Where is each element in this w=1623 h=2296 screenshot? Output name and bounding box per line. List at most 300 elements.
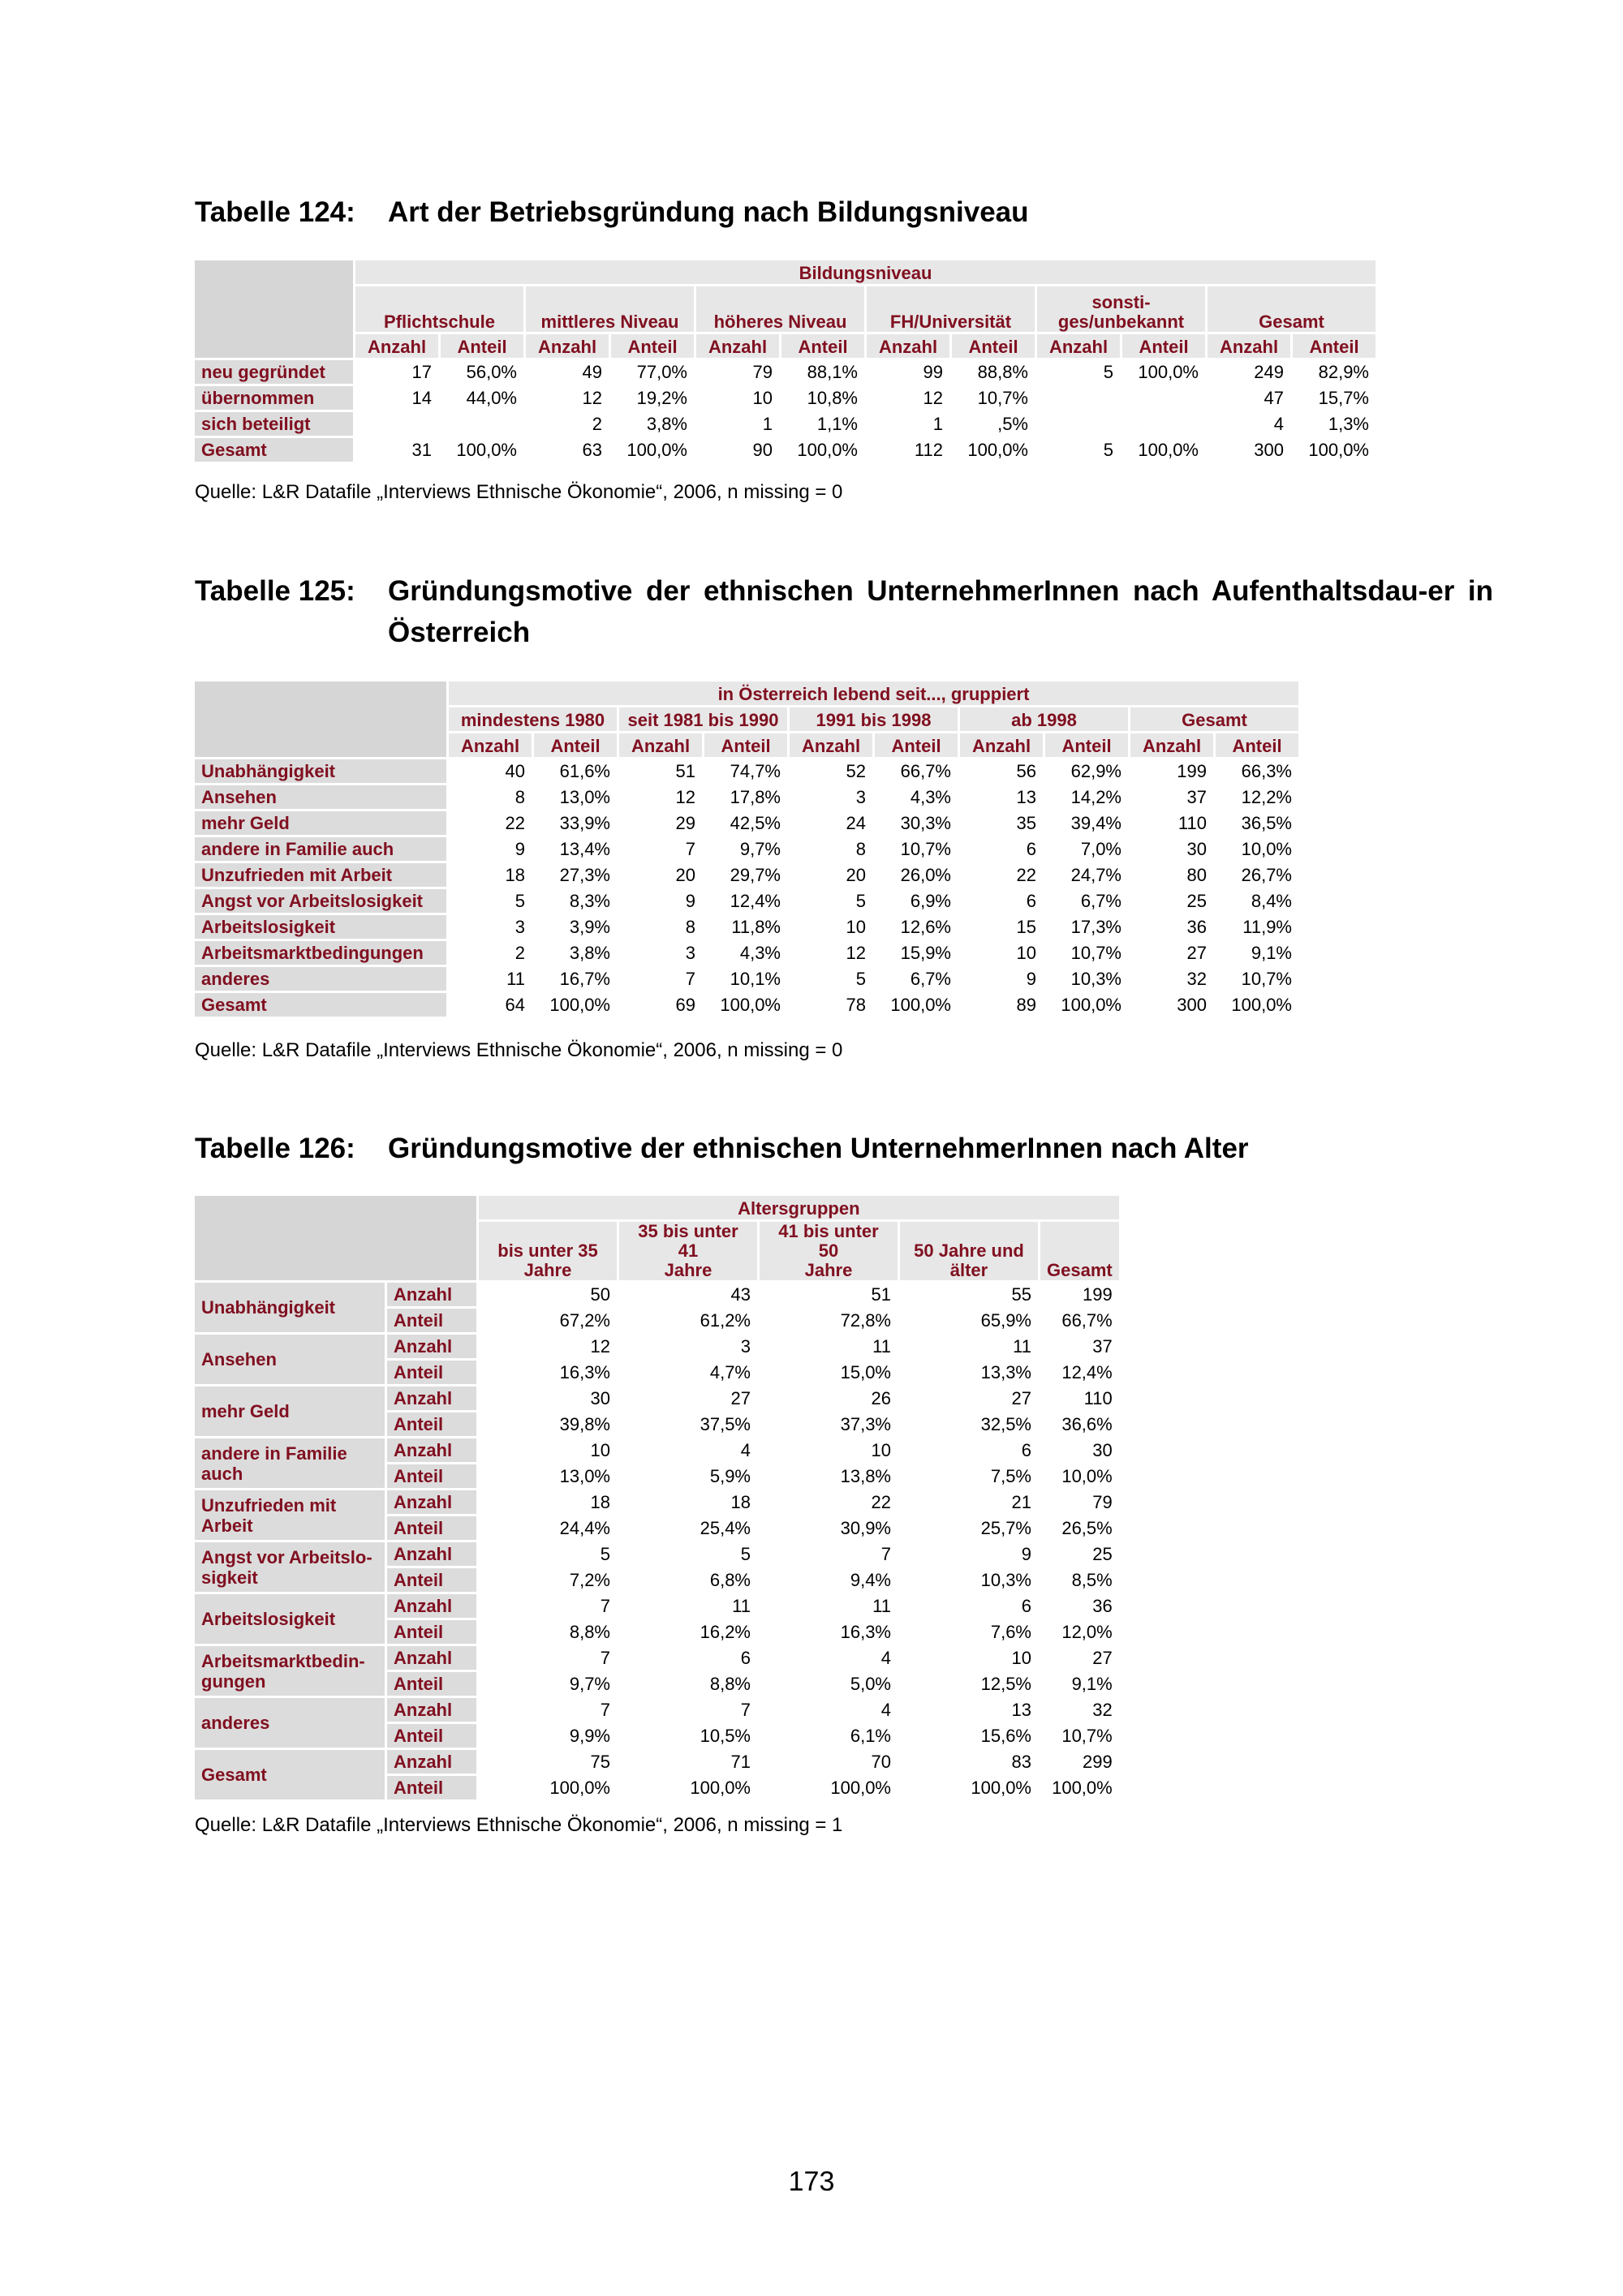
t125-row-label: mehr Geld xyxy=(195,811,446,835)
t125-subheader-anzahl: Anzahl xyxy=(619,733,702,757)
t126-title: Gründungsmotive der ethnischen UnternehmerInnen nach Alter xyxy=(388,1133,1249,1164)
t125-cell: 10 xyxy=(790,915,872,939)
t125-cell: 25 xyxy=(1130,889,1213,913)
t126-cell: 18 xyxy=(619,1490,757,1514)
t125-cell: 9 xyxy=(449,837,532,861)
t125-subheader-anzahl: Anzahl xyxy=(790,733,872,757)
t125-subheader-anzahl: Anzahl xyxy=(1130,733,1213,757)
t126-cell: 25,7% xyxy=(900,1516,1038,1540)
t126-cell: 30 xyxy=(479,1387,617,1410)
t126-cell: 36 xyxy=(1040,1594,1119,1618)
t126-cell: 199 xyxy=(1040,1283,1119,1306)
t125-cell: 9 xyxy=(619,889,702,913)
t126-cell: 7 xyxy=(479,1646,617,1670)
t124-cell: 112 xyxy=(867,438,949,462)
t126-cell: 6,8% xyxy=(619,1568,757,1592)
t125-subheader-anzahl: Anzahl xyxy=(960,733,1043,757)
t125-cell: 100,0% xyxy=(1216,993,1298,1017)
t124-subheader-anteil: Anteil xyxy=(441,334,523,358)
t125-cell: 6,7% xyxy=(1045,889,1128,913)
t126-source: Quelle: L&R Datafile „Interviews Ethnische Ökonomie“, 2006, n missing = 1 xyxy=(195,1814,843,1836)
t126-cell: 37,5% xyxy=(619,1412,757,1436)
t124-cell: 100,0% xyxy=(952,438,1035,462)
t126-cell: 32 xyxy=(1040,1698,1119,1722)
t125-cell: 100,0% xyxy=(704,993,787,1017)
t125-cell: 78 xyxy=(790,993,872,1017)
t125-title: Gründungsmotive der ethnischen UnternehmerInnen nach Aufenthaltsdau-er in Österreich xyxy=(388,575,1493,648)
t124-cell: 90 xyxy=(696,438,779,462)
t126-cell: 39,8% xyxy=(479,1412,617,1436)
t124-cell: 1 xyxy=(696,412,779,436)
t126-cell: 21 xyxy=(900,1490,1038,1514)
t125-cell: 24,7% xyxy=(1045,863,1128,887)
t126-row-anzahl xyxy=(195,1750,1119,1774)
t126-cell: 12,5% xyxy=(900,1672,1038,1696)
t126-cell: 100,0% xyxy=(900,1776,1038,1799)
t126-cell: 27 xyxy=(1040,1646,1119,1670)
t126-cell: 13,0% xyxy=(479,1464,617,1488)
t125-cell: 17,8% xyxy=(704,785,787,809)
t126-row-label: Unabhängigkeit xyxy=(195,1283,385,1332)
t126-cell: 43 xyxy=(619,1283,757,1306)
t126-cell: 100,0% xyxy=(619,1776,757,1799)
t126-measure-anzahl: Anzahl xyxy=(387,1335,476,1358)
t124-col-group: mittleres Niveau xyxy=(526,286,694,332)
t126-cell: 37 xyxy=(1040,1335,1119,1358)
t125-cell: 12,4% xyxy=(704,889,787,913)
t124-row-label: übernommen xyxy=(195,386,353,410)
t125-cell: 12,2% xyxy=(1216,785,1298,809)
t126-cell: 9,1% xyxy=(1040,1672,1119,1696)
t126-row-anzahl xyxy=(195,1283,1119,1306)
t126-cell: 55 xyxy=(900,1283,1038,1306)
t126-cell: 100,0% xyxy=(1040,1776,1119,1799)
t125-row-label: Arbeitsmarktbedingungen xyxy=(195,941,446,965)
t125-cell: 4,3% xyxy=(704,941,787,965)
t125-cell: 52 xyxy=(790,759,872,783)
t126-heading xyxy=(195,1128,1493,1169)
t124-cell: 15,7% xyxy=(1293,386,1375,410)
t126-col-group: 50 Jahre und älter xyxy=(900,1222,1038,1280)
t125-cell: 10,0% xyxy=(1216,837,1298,861)
t126-cell: 13,3% xyxy=(900,1361,1038,1384)
t126-cell: 11 xyxy=(760,1335,898,1358)
t124-cell: 100,0% xyxy=(1122,360,1205,384)
t126-cell: 11 xyxy=(900,1335,1038,1358)
t126-measure-anteil: Anteil xyxy=(387,1620,476,1644)
t126-cell: 299 xyxy=(1040,1750,1119,1774)
t126-cell: 10,3% xyxy=(900,1568,1038,1592)
t125-subheader-anteil: Anteil xyxy=(1216,733,1298,757)
t124-subheader-anteil: Anteil xyxy=(611,334,694,358)
t125-row xyxy=(195,759,1298,783)
t124-row-label: neu gegründet xyxy=(195,360,353,384)
t125-corner xyxy=(195,681,446,757)
t125-cell: 8 xyxy=(619,915,702,939)
t125-cell: 3 xyxy=(790,785,872,809)
t126-col-group: bis unter 35 Jahre xyxy=(479,1222,617,1280)
t126-cell: 110 xyxy=(1040,1387,1119,1410)
t125-subheader-anteil: Anteil xyxy=(875,733,958,757)
t125-cell: 27 xyxy=(1130,941,1213,965)
t125-cell: 36 xyxy=(1130,915,1213,939)
t126-cell: 32,5% xyxy=(900,1412,1038,1436)
t124-cell xyxy=(1122,386,1205,410)
t126-measure-anzahl: Anzahl xyxy=(387,1490,476,1514)
t124-cell: 1 xyxy=(867,412,949,436)
t125-cell: 66,3% xyxy=(1216,759,1298,783)
t126-cell: 11 xyxy=(760,1594,898,1618)
t124-cell: 10,8% xyxy=(781,386,864,410)
t126-col-group: Gesamt xyxy=(1040,1222,1119,1280)
t124-cell: 31 xyxy=(355,438,438,462)
page-number: 173 xyxy=(788,2166,835,2197)
t126-cell: 7 xyxy=(479,1698,617,1722)
t125-row xyxy=(195,967,1298,991)
t125-row xyxy=(195,993,1298,1017)
t126-cell: 7,2% xyxy=(479,1568,617,1592)
t125-cell: 27,3% xyxy=(534,863,617,887)
t126-cell: 9,9% xyxy=(479,1724,617,1748)
t124-cell: 249 xyxy=(1208,360,1290,384)
t125-cell: 5 xyxy=(790,889,872,913)
t125-cell: 3,9% xyxy=(534,915,617,939)
t126-row-anzahl xyxy=(195,1646,1119,1670)
t125-cell: 7 xyxy=(619,837,702,861)
t126-row-anzahl xyxy=(195,1542,1119,1566)
t126-measure-anzahl: Anzahl xyxy=(387,1750,476,1774)
t125-cell: 56 xyxy=(960,759,1043,783)
t126-row-label: andere in Familie auch xyxy=(195,1438,385,1488)
t125-cell: 14,2% xyxy=(1045,785,1128,809)
t126-measure-anzahl: Anzahl xyxy=(387,1387,476,1410)
t126-cell: 10 xyxy=(900,1646,1038,1670)
t125-cell: 4,3% xyxy=(875,785,958,809)
t126-cell: 79 xyxy=(1040,1490,1119,1514)
t125-cell: 6,9% xyxy=(875,889,958,913)
t124-cell: 10,7% xyxy=(952,386,1035,410)
t125-cell: 100,0% xyxy=(875,993,958,1017)
t126-row-label: Unzufrieden mit Arbeit xyxy=(195,1490,385,1540)
t124-cell: ,5% xyxy=(952,412,1035,436)
t125-row-label: Arbeitslosigkeit xyxy=(195,915,446,939)
t126-cell: 12,4% xyxy=(1040,1361,1119,1384)
t124-cell: 3,8% xyxy=(611,412,694,436)
t126-cell: 12 xyxy=(479,1335,617,1358)
t124-cell: 14 xyxy=(355,386,438,410)
t124-cell: 12 xyxy=(867,386,949,410)
t126-measure-anzahl: Anzahl xyxy=(387,1542,476,1566)
t125-cell: 33,9% xyxy=(534,811,617,835)
t125-subheader-anzahl: Anzahl xyxy=(449,733,532,757)
t125-col-group: mindestens 1980 xyxy=(449,707,617,731)
t124-cell: 5 xyxy=(1037,438,1120,462)
t125-cell: 22 xyxy=(960,863,1043,887)
t125-cell: 51 xyxy=(619,759,702,783)
t125-cell: 74,7% xyxy=(704,759,787,783)
t125-row-label: anderes xyxy=(195,967,446,991)
t124-subheader-anzahl: Anzahl xyxy=(696,334,779,358)
t125-cell: 40 xyxy=(449,759,532,783)
t126-cell: 4,7% xyxy=(619,1361,757,1384)
t125-cell: 80 xyxy=(1130,863,1213,887)
t124-subheader-anteil: Anteil xyxy=(952,334,1035,358)
t125-cell: 11,8% xyxy=(704,915,787,939)
t126-cell: 4 xyxy=(760,1698,898,1722)
t125-cell: 9,1% xyxy=(1216,941,1298,965)
t125-cell: 29 xyxy=(619,811,702,835)
t126-measure-anteil: Anteil xyxy=(387,1309,476,1332)
t125-cell: 37 xyxy=(1130,785,1213,809)
t124-col-group: sonsti- ges/unbekannt xyxy=(1037,286,1205,332)
t125-row xyxy=(195,785,1298,809)
t125-group-header: in Österreich lebend seit..., gruppiert xyxy=(449,681,1298,705)
t126-measure-anteil: Anteil xyxy=(387,1568,476,1592)
t125-cell: 3 xyxy=(449,915,532,939)
t125-cell: 9,7% xyxy=(704,837,787,861)
t124-cell: 2 xyxy=(526,412,609,436)
t126-cell: 4 xyxy=(619,1438,757,1462)
t124-cell: 79 xyxy=(696,360,779,384)
t124-col-group: Gesamt xyxy=(1208,286,1375,332)
t125-cell: 100,0% xyxy=(1045,993,1128,1017)
t125-row xyxy=(195,837,1298,861)
t124-cell: 77,0% xyxy=(611,360,694,384)
t124-group-header: Bildungsniveau xyxy=(355,260,1375,284)
t126-group-header: Altersgruppen xyxy=(479,1196,1119,1219)
t124-cell: 82,9% xyxy=(1293,360,1375,384)
t124-row-label: sich beteiligt xyxy=(195,412,353,436)
t125-cell: 26,7% xyxy=(1216,863,1298,887)
t126-measure-anzahl: Anzahl xyxy=(387,1698,476,1722)
t124-cell: 300 xyxy=(1208,438,1290,462)
t125-cell: 36,5% xyxy=(1216,811,1298,835)
t124-subheader-anzahl: Anzahl xyxy=(1208,334,1290,358)
t124-col-group: höheres Niveau xyxy=(696,286,864,332)
t126-cell: 100,0% xyxy=(760,1776,898,1799)
t124-subheader-anzahl: Anzahl xyxy=(526,334,609,358)
t125-cell: 61,6% xyxy=(534,759,617,783)
t126-cell: 36,6% xyxy=(1040,1412,1119,1436)
t125-row-label: Gesamt xyxy=(195,993,446,1017)
t126-row-anzahl xyxy=(195,1387,1119,1410)
t126-cell: 26,5% xyxy=(1040,1516,1119,1540)
t126-row-anzahl xyxy=(195,1438,1119,1462)
t125-cell: 10 xyxy=(960,941,1043,965)
t126-cell: 10,0% xyxy=(1040,1464,1119,1488)
t126-measure-anteil: Anteil xyxy=(387,1776,476,1799)
t124-cell xyxy=(1037,412,1120,436)
t125-col-group: 1991 bis 1998 xyxy=(790,707,958,731)
t125-table xyxy=(192,679,1301,1019)
t126-cell: 5 xyxy=(619,1542,757,1566)
t125-row xyxy=(195,915,1298,939)
t126-cell: 4 xyxy=(760,1646,898,1670)
t126-cell: 8,8% xyxy=(479,1620,617,1644)
t126-measure-anteil: Anteil xyxy=(387,1724,476,1748)
t125-cell: 10,1% xyxy=(704,967,787,991)
t126-cell: 72,8% xyxy=(760,1309,898,1332)
t125-row xyxy=(195,863,1298,887)
t126-cell: 83 xyxy=(900,1750,1038,1774)
t125-row-label: andere in Familie auch xyxy=(195,837,446,861)
t126-measure-anteil: Anteil xyxy=(387,1672,476,1696)
t125-cell: 39,4% xyxy=(1045,811,1128,835)
t126-row-label: Arbeitslosigkeit xyxy=(195,1594,385,1644)
t126-cell: 51 xyxy=(760,1283,898,1306)
t124-cell: 4 xyxy=(1208,412,1290,436)
t124-row-label: Gesamt xyxy=(195,438,353,462)
t125-cell: 15,9% xyxy=(875,941,958,965)
t125-cell: 11,9% xyxy=(1216,915,1298,939)
t126-cell: 13 xyxy=(900,1698,1038,1722)
t126-col-group: 35 bis unter 41 Jahre xyxy=(619,1222,757,1280)
t125-cell: 8,4% xyxy=(1216,889,1298,913)
t125-cell: 13,4% xyxy=(534,837,617,861)
t125-cell: 7 xyxy=(619,967,702,991)
t124-cell: 10 xyxy=(696,386,779,410)
t125-cell: 89 xyxy=(960,993,1043,1017)
t124-cell xyxy=(441,412,523,436)
t126-cell: 100,0% xyxy=(479,1776,617,1799)
t124-cell: 1,3% xyxy=(1293,412,1375,436)
t126-cell: 30 xyxy=(1040,1438,1119,1462)
t124-cell: 44,0% xyxy=(441,386,523,410)
t126-cell: 24,4% xyxy=(479,1516,617,1540)
t124-cell: 100,0% xyxy=(1293,438,1375,462)
t124-cell xyxy=(355,412,438,436)
t126-cell: 75 xyxy=(479,1750,617,1774)
t125-cell: 10,3% xyxy=(1045,967,1128,991)
t125-cell: 8 xyxy=(449,785,532,809)
t126-cell: 70 xyxy=(760,1750,898,1774)
t124-cell: 99 xyxy=(867,360,949,384)
t126-cell: 6,1% xyxy=(760,1724,898,1748)
t125-cell: 20 xyxy=(619,863,702,887)
t124-cell xyxy=(1037,386,1120,410)
t126-cell: 25,4% xyxy=(619,1516,757,1540)
t126-cell: 5,9% xyxy=(619,1464,757,1488)
t126-cell: 26 xyxy=(760,1387,898,1410)
t126-cell: 30,9% xyxy=(760,1516,898,1540)
t126-cell: 27 xyxy=(900,1387,1038,1410)
t126-cell: 61,2% xyxy=(619,1309,757,1332)
t125-cell: 11 xyxy=(449,967,532,991)
t124-cell: 47 xyxy=(1208,386,1290,410)
t125-cell: 8 xyxy=(790,837,872,861)
t125-cell: 24 xyxy=(790,811,872,835)
t126-measure-anzahl: Anzahl xyxy=(387,1283,476,1306)
t126-cell: 15,0% xyxy=(760,1361,898,1384)
t125-heading xyxy=(195,570,1493,653)
t124-table xyxy=(192,258,1378,464)
t126-cell: 8,5% xyxy=(1040,1568,1119,1592)
t124-col-group: Pflichtschule xyxy=(355,286,523,332)
t126-cell: 67,2% xyxy=(479,1309,617,1332)
t125-cell: 18 xyxy=(449,863,532,887)
t125-cell: 10,7% xyxy=(875,837,958,861)
t125-cell: 300 xyxy=(1130,993,1213,1017)
t125-col-group: Gesamt xyxy=(1130,707,1298,731)
t126-number: Tabelle 126: xyxy=(195,1133,355,1164)
t126-measure-anteil: Anteil xyxy=(387,1412,476,1436)
t124-subheader-anteil: Anteil xyxy=(781,334,864,358)
t124-cell: 56,0% xyxy=(441,360,523,384)
t126-cell: 9,4% xyxy=(760,1568,898,1592)
t124-subheader-anzahl: Anzahl xyxy=(1037,334,1120,358)
t126-measure-anzahl: Anzahl xyxy=(387,1438,476,1462)
t126-cell: 16,3% xyxy=(479,1361,617,1384)
t126-measure-anteil: Anteil xyxy=(387,1516,476,1540)
t126-row-anzahl xyxy=(195,1698,1119,1722)
t125-cell: 13 xyxy=(960,785,1043,809)
t125-col-group: ab 1998 xyxy=(960,707,1128,731)
t126-row-anzahl xyxy=(195,1594,1119,1618)
t125-row-label: Ansehen xyxy=(195,785,446,809)
t125-cell: 30 xyxy=(1130,837,1213,861)
t125-subheader-anteil: Anteil xyxy=(534,733,617,757)
t126-row-label: mehr Geld xyxy=(195,1387,385,1436)
t125-number: Tabelle 125: xyxy=(195,575,355,607)
t125-cell: 6 xyxy=(960,889,1043,913)
t126-row-anzahl xyxy=(195,1490,1119,1514)
t125-row-label: Angst vor Arbeitslosigkeit xyxy=(195,889,446,913)
t126-cell: 5,0% xyxy=(760,1672,898,1696)
t124-col-group: FH/Universität xyxy=(867,286,1035,332)
t126-row-label: Gesamt xyxy=(195,1750,385,1799)
t126-cell: 50 xyxy=(479,1283,617,1306)
t125-row xyxy=(195,941,1298,965)
t125-cell: 13,0% xyxy=(534,785,617,809)
t125-cell: 6 xyxy=(960,837,1043,861)
t124-cell xyxy=(1122,412,1205,436)
t125-cell: 12,6% xyxy=(875,915,958,939)
t124-cell: 88,1% xyxy=(781,360,864,384)
t126-measure-anteil: Anteil xyxy=(387,1361,476,1384)
t125-cell: 9 xyxy=(960,967,1043,991)
t124-number: Tabelle 124: xyxy=(195,196,355,228)
t126-cell: 15,6% xyxy=(900,1724,1038,1748)
t125-cell: 29,7% xyxy=(704,863,787,887)
t126-cell: 65,9% xyxy=(900,1309,1038,1332)
t126-cell: 22 xyxy=(760,1490,898,1514)
t124-cell: 100,0% xyxy=(611,438,694,462)
t124-cell: 49 xyxy=(526,360,609,384)
t125-cell: 5 xyxy=(449,889,532,913)
t124-heading xyxy=(195,191,1493,233)
t126-measure-anteil: Anteil xyxy=(387,1464,476,1488)
t125-cell: 22 xyxy=(449,811,532,835)
t125-cell: 15 xyxy=(960,915,1043,939)
t126-cell: 66,7% xyxy=(1040,1309,1119,1332)
t126-cell: 37,3% xyxy=(760,1412,898,1436)
t124-cell: 5 xyxy=(1037,360,1120,384)
t126-row-label: Arbeitsmarktbedin-gungen xyxy=(195,1646,385,1696)
t126-cell: 10,5% xyxy=(619,1724,757,1748)
t125-cell: 26,0% xyxy=(875,863,958,887)
t126-cell: 7 xyxy=(760,1542,898,1566)
t125-cell: 8,3% xyxy=(534,889,617,913)
t125-cell: 2 xyxy=(449,941,532,965)
t125-cell: 100,0% xyxy=(534,993,617,1017)
t126-corner xyxy=(195,1196,476,1280)
t125-cell: 30,3% xyxy=(875,811,958,835)
t125-row-label: Unzufrieden mit Arbeit xyxy=(195,863,446,887)
t125-row xyxy=(195,811,1298,835)
t124-subheader-anteil: Anteil xyxy=(1293,334,1375,358)
t125-cell: 16,7% xyxy=(534,967,617,991)
t126-measure-anzahl: Anzahl xyxy=(387,1594,476,1618)
